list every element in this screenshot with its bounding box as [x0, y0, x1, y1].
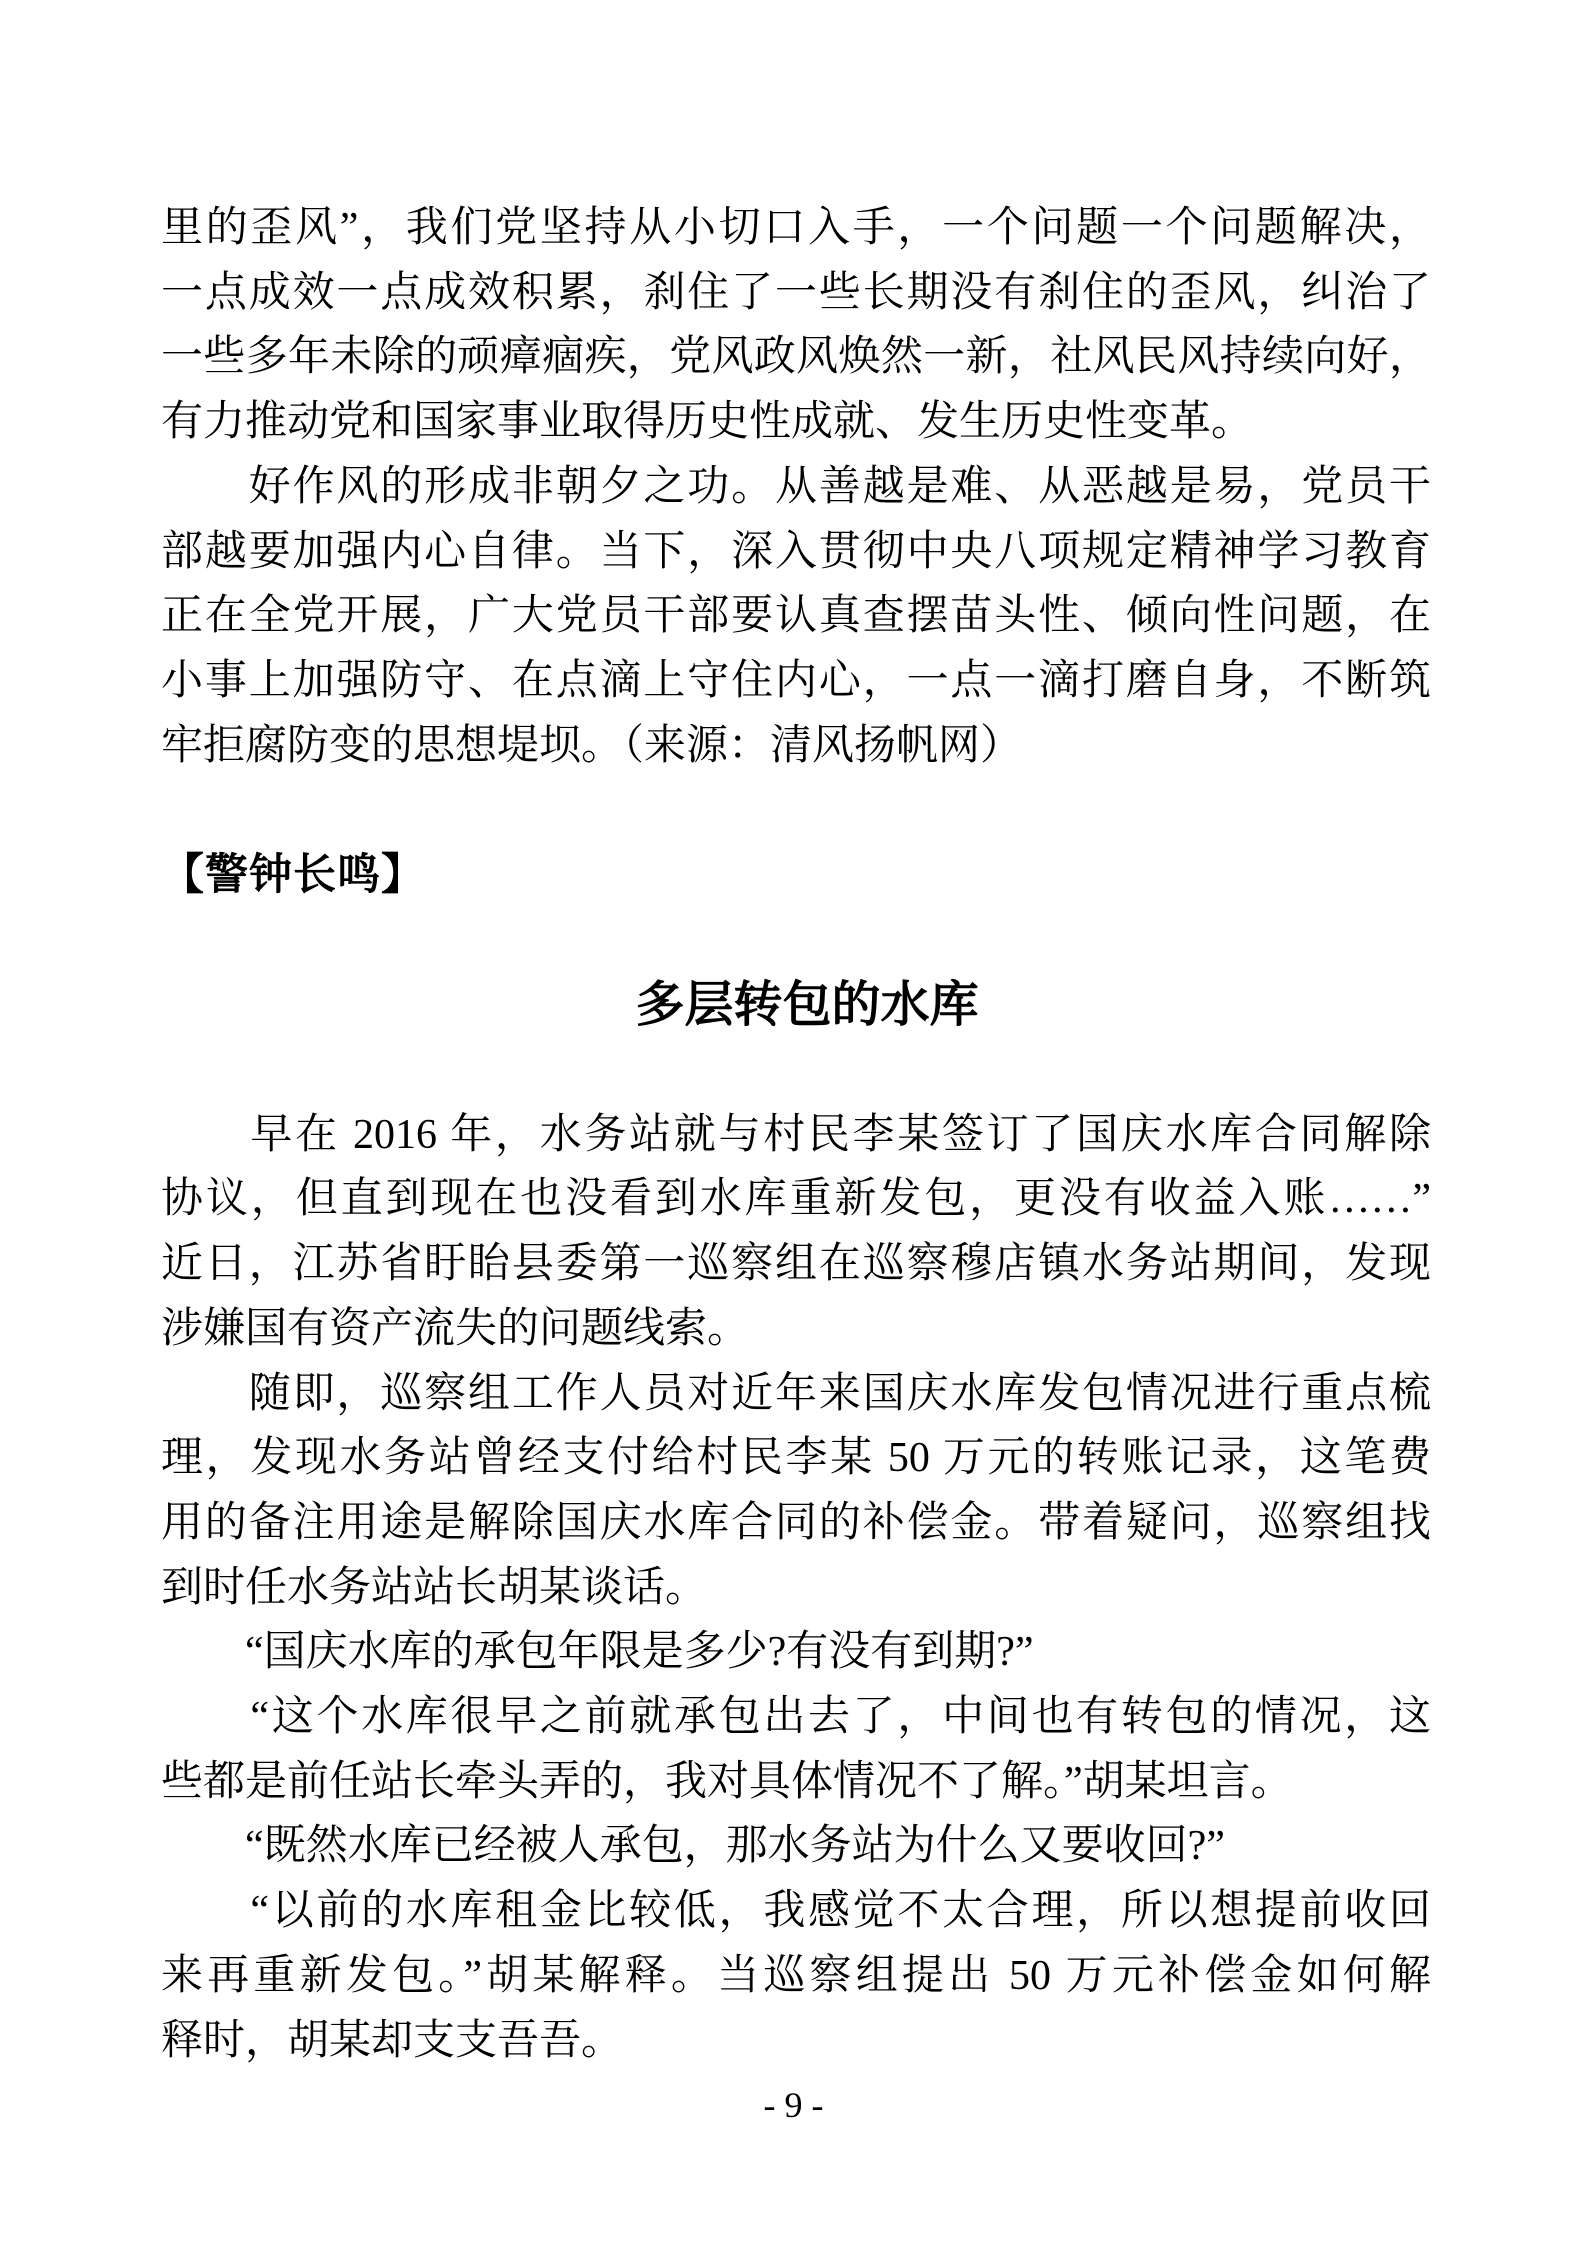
paragraph	[161, 196, 1431, 455]
document-body	[161, 196, 1431, 2073]
paragraph	[161, 1685, 1431, 1814]
text-line: 里的歪风”，我们党坚持从小切口入手，一个问题一个问题解决，	[161, 205, 1431, 251]
text-line: 一些多年未除的顽瘴痼疾，党风政风焕然一新，社风民风持续向好，	[161, 334, 1431, 381]
paragraph	[161, 1879, 1431, 2073]
text-line: 涉嫌国有资产流失的问题线索。	[161, 1305, 750, 1352]
text-line: 些都是前任站长牵头弄的，我对具体情况不了解。”胡某坦言。	[161, 1758, 1293, 1805]
paragraph	[161, 1814, 1431, 1879]
text-line: 正在全党开展，广大党员干部要认真查摆苗头性、倾向性问题，在	[161, 593, 1431, 640]
paragraph	[161, 455, 1431, 779]
text-line: “这个水库很早之前就承包出去了，中间也有转包的情况，这	[161, 1694, 1431, 1741]
text-line: 早在 2016 年，水务站就与村民李某签订了国庆水库合同解除	[161, 1111, 1431, 1158]
page-number: - 9 -	[763, 2085, 824, 2125]
text-line: 小事上加强防守、在点滴上守住内心，一点一滴打磨自身，不断筑	[161, 657, 1431, 704]
text-line: 好作风的形成非朝夕之功。从善越是难、从恶越是易，党员干	[161, 463, 1431, 510]
text-line: “国庆水库的承包年限是多少?有没有到期?”	[161, 1629, 1034, 1676]
paragraph	[161, 1362, 1431, 1621]
text-line: 部越要加强内心自律。当下，深入贯彻中央八项规定精神学习教育	[161, 528, 1431, 575]
page-footer	[0, 2083, 1587, 2127]
text-line: 随即，巡察组工作人员对近年来国庆水库发包情况进行重点梳	[161, 1370, 1431, 1417]
text-line: 释时，胡某却支支吾吾。	[161, 2017, 624, 2064]
text-line: 近日，江苏省盱眙县委第一巡察组在巡察穆店镇水务站期间，发现	[161, 1241, 1431, 1288]
section-heading: 【警钟长鸣】	[161, 851, 425, 900]
paragraph	[161, 1620, 1431, 1685]
text-line: “以前的水库租金比较低，我感觉不太合理，所以想提前收回	[161, 1888, 1431, 1935]
text-line: 协议，但直到现在也没看到水库重新发包，更没有收益入账……”	[161, 1176, 1431, 1223]
text-line: 牢拒腐防变的思想堤坝。（来源：清风扬帆网）	[161, 722, 1023, 769]
text-line: 理，发现水务站曾经支付给村民李某 50 万元的转账记录，这笔费	[161, 1435, 1431, 1482]
text-line: 到时任水务站站长胡某谈话。	[161, 1564, 708, 1611]
text-line: 一点成效一点成效积累，刹住了一些长期没有刹住的歪风，纠治了	[161, 269, 1431, 316]
text-line: “既然水库已经被人承包，那水务站为什么又要收回?”	[161, 1823, 1225, 1870]
text-line: 用的备注用途是解除国庆水库合同的补偿金。带着疑问，巡察组找	[161, 1499, 1431, 1546]
text-line: 来再重新发包。”胡某解释。当巡察组提出 50 万元补偿金如何解	[161, 1952, 1431, 1999]
paragraph	[161, 1103, 1431, 1362]
text-line: 有力推动党和国家事业取得历史性成就、发生历史性变革。	[161, 399, 1254, 446]
article-title: 多层转包的水库	[635, 977, 979, 1033]
